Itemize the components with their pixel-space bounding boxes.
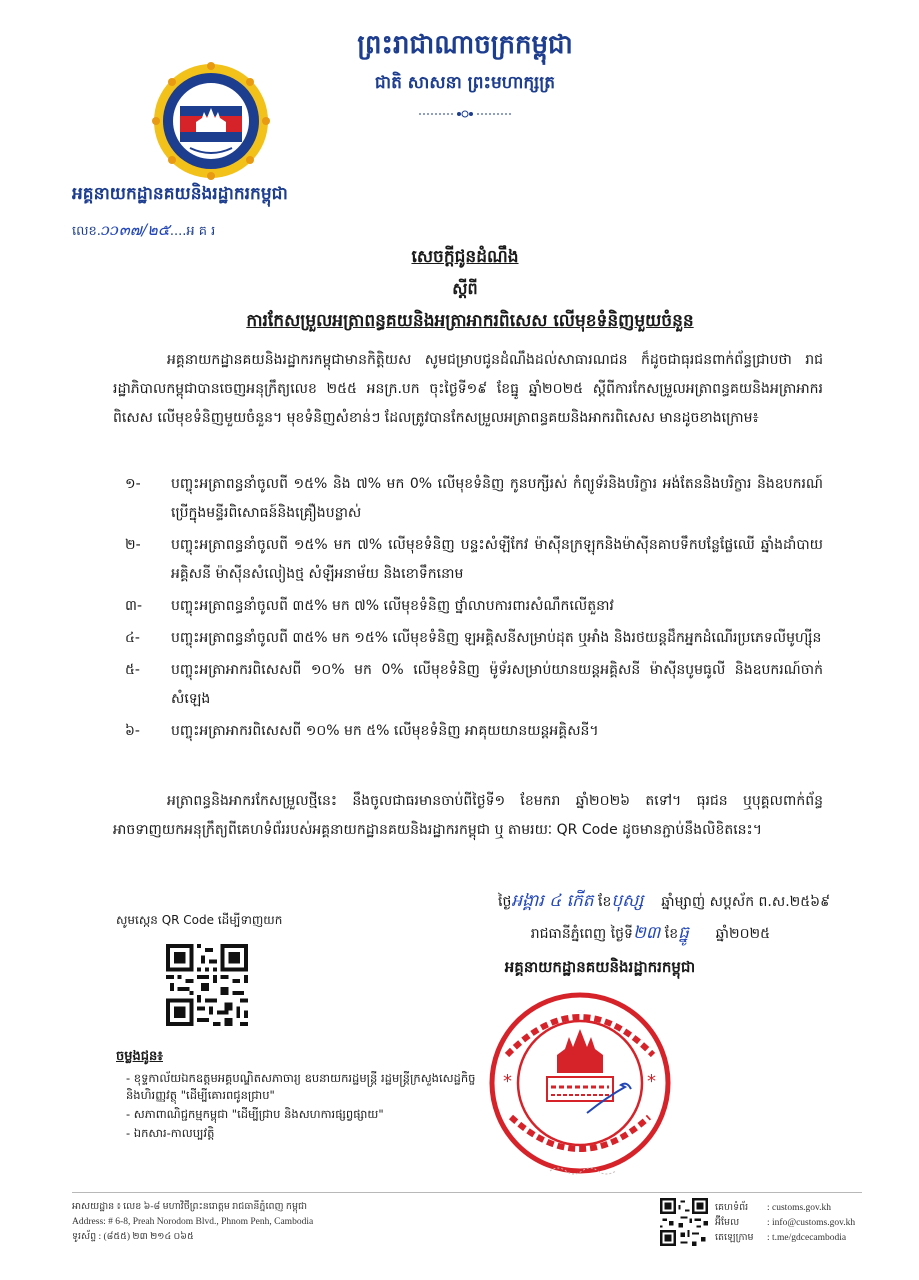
list-item: - ខុទ្ទកាល័យឯកឧត្តមអគ្គបណ្ឌិតសភាចារ្យ ឧបនាយករដ្ឋមន្ត្រី រដ្ឋមន្ត្រីក្រសួងសេដ្ឋកិច្ចនិងហិរញ្ញវត្ថុ "ដើម្បីគោរពជូនជ្រាប" [126, 1071, 476, 1102]
item-text: បញ្ចុះអត្រាពន្ធនាំចូលពី ៣៥% មក ៧% លើមុខទំនិញ ថ្នាំលាបការពារសំណឹកលើតួនាវ [171, 598, 614, 614]
notice-subject: ការកែសម្រួលអត្រាពន្ធគយនិងអត្រាអាករពិសេស លើមុខទំនិញមួយចំនួន [246, 311, 694, 331]
solar-year: ឆ្នាំ២០២៥ [715, 926, 770, 942]
national-motto: ជាតិ សាសនា ព្រះមហាក្សត្រ [374, 73, 556, 93]
department-name: អគ្គនាយកដ្ឋានគយនិងរដ្ឋាករកម្ពុជា [72, 184, 288, 204]
notice-title: សេចក្តីជូនដំណឹង [411, 247, 519, 267]
lunar-year: ឆ្នាំម្សាញ់ សប្តស័ក ព.ស.២៥៦៩ [661, 894, 830, 910]
list-item: - សភាពាណិជ្ជកម្មកម្ពុជា "ដើម្បីជ្រាប និងសហការផ្សព្វផ្សាយ" [126, 1107, 384, 1121]
official-stamp-icon [485, 985, 675, 1180]
notice-about: ស្តីពី [452, 279, 478, 298]
lunar-day-prefix: ថ្ងៃ [498, 894, 512, 910]
item-number: ១- [125, 476, 141, 492]
faint-stamp-mark-icon [548, 1163, 618, 1177]
intro-paragraph: អគ្គនាយកដ្ឋានគយនិងរដ្ឋាករកម្ពុជាមានកិត្តិយស សូមជម្រាបជូនដំណឹងដល់សាធារណជន ក៏ដូចជាធុរជនពាក់ព័ន្ធជ្រាបថា រាជរដ្ឋាភិបាលកម្ពុជាបានចេញអនុក្រឹត្យលេខ ២៥៥ អនក្រ.បក ចុះថ្ងៃទី១៩ ខែធ្នូ ឆ្នាំ២០២៥ ស្តីពីការកែសម្រួលអត្រាពន្ធគយនិងអត្រាអាករពិសេស លើមុខទំនិញមួយចំនួន។ មុខទំនិញសំខាន់ៗ ដែលត្រូវបានកែសម្រួលអត្រាពន្ធគយនិងអាករពិសេស មានដូចខាងក្រោម៖ [113, 352, 823, 426]
tariff-change-list [113, 470, 823, 749]
lunar-month-handwritten: បុស្ស [611, 891, 644, 911]
qr-code-icon [166, 944, 248, 1026]
solar-month-prefix: ខែ [664, 926, 679, 942]
list-item: - ឯកសារ-កាលប្បវត្តិ [126, 1126, 215, 1140]
list-item [113, 656, 823, 714]
list-item [113, 624, 823, 653]
solar-day-handwritten: ២៣ [632, 923, 661, 943]
footer-divider [72, 1192, 862, 1193]
recipients-heading: ចម្លងជូន៖ [116, 1049, 163, 1064]
lunar-date [350, 890, 830, 915]
item-number: ៦- [125, 723, 140, 739]
item-number: ៥- [125, 662, 140, 678]
address-khmer: អាសយដ្ឋាន ៖ លេខ ៦-៨ មហាវិថីព្រះនរោត្តម រាជធានីភ្នំពេញ កម្ពុជា [72, 1202, 308, 1212]
ref-prefix: លេខ. [72, 224, 101, 239]
website-row [715, 1201, 875, 1216]
solar-day-prefix: រាជធានីភ្នំពេញ ថ្ងៃទី [530, 926, 633, 942]
reference-number [72, 218, 332, 243]
ornament-divider-icon [415, 108, 515, 120]
item-number: ២- [125, 537, 141, 553]
item-text: បញ្ចុះអត្រាអាករពិសេសពី ១០% មក 0% លើមុខទំនិញ ម៉ូទ័រសម្រាប់យានយន្តអគ្គិសនី ម៉ាស៊ីនបូមធូលី និងឧបករណ៍ចាក់សំឡេង [171, 662, 823, 707]
website-link[interactable]: : customs.gov.kh [767, 1203, 832, 1213]
footer-qr-code-icon [660, 1198, 708, 1246]
telegram-row [715, 1231, 875, 1246]
signer-title: អគ្គនាយកដ្ឋានគយនិងរដ្ឋាករកម្ពុជា [504, 958, 696, 976]
phone-number: ទូរស័ព្ទ : (៨៥៥) ២៣ ២១៤ ០៦៥ [72, 1232, 194, 1242]
lunar-month-prefix: ខែ [598, 894, 612, 910]
ref-handwritten-number: ɔɔ๓๗/๒๕ [100, 220, 170, 239]
kingdom-heading: ព្រះរាជាណាចក្រកម្ពុជា [357, 30, 573, 60]
item-number: ៤- [125, 630, 140, 646]
svg-text:*: * [503, 1071, 512, 1092]
footer-address [72, 1200, 492, 1245]
item-text: បញ្ចុះអត្រាអាករពិសេសពី ១០% មក ៥% លើមុខទំនិញ អាគុយយានយន្តអគ្គិសនី។ [171, 723, 599, 739]
telegram-link[interactable]: : t.me/gdcecambodia [767, 1233, 847, 1243]
qr-caption: សូមស្កេន QR Code ដើម្បីទាញយក [116, 913, 283, 927]
item-text: បញ្ចុះអត្រាពន្ធនាំចូលពី ១៥% មក ៧% លើមុខទំនិញ បន្ទះសំឡីកែវ ម៉ាស៊ីនក្រឡុកនិងម៉ាស៊ីនគាបទឹកបន្លែផ្លែឈើ ឆ្នាំងដាំបាយអគ្គិសនី ម៉ាស៊ីនសំលៀងថ្ម សំឡីអនាម័យ និងខោទឹកនោម [171, 537, 823, 582]
address-english: Address: # 6-8, Preah Norodom Blvd., Phnom Penh, Cambodia [72, 1217, 314, 1227]
website-label: គេហទំព័រ [715, 1203, 749, 1213]
solar-date [350, 922, 770, 947]
list-item [113, 531, 823, 589]
customs-logo-icon [152, 62, 270, 180]
solar-month-handwritten: ធ្នូ [678, 923, 689, 943]
svg-text:*: * [647, 1071, 656, 1092]
telegram-label: តេឡេក្រាម [715, 1233, 754, 1243]
ref-suffix: ....អ គ រ [169, 224, 216, 239]
lunar-day-handwritten: អង្គារ ៤ កើត [511, 891, 594, 911]
email-row [715, 1216, 875, 1231]
item-text: បញ្ចុះអត្រាពន្ធនាំចូលពី ១៥% និង ៧% មក 0% លើមុខទំនិញ កូនបក្សីរស់ កំព្យូទ័រនិងបរិក្ខារ អង់តែននិងបរិក្ខារ និងឧបករណ៍ប្រើក្នុងមន្ទីរពិសោធន៍និងគ្រឿងបន្លាស់ [171, 476, 823, 521]
item-text: បញ្ចុះអត្រាពន្ធនាំចូលពី ៣៥% មក ១៥% លើមុខទំនិញ ឡអគ្គិសនីសម្រាប់ដុត ឬអាំង និងរថយន្តដឹកអ្នកដំណើរប្រភេទលីមូហ្ស៊ីន [171, 630, 822, 646]
closing-paragraph: អត្រាពន្ធនិងអាករកែសម្រួលថ្មីនេះ នឹងចូលជាធរមានចាប់ពីថ្ងៃទី១ ខែមករា ឆ្នាំ២០២៦ តទៅ។ ធុរជន ឬបុគ្គលពាក់ព័ន្ធអាចទាញយកអនុក្រឹត្យពីគេហទំព័ររបស់អគ្គនាយកដ្ឋានគយនិងរដ្ឋាករកម្ពុជា ឬ តាមរយៈ QR Code ដូចមានភ្ជាប់នឹងលិខិតនេះ។ [113, 793, 823, 838]
list-item [113, 470, 823, 528]
footer-contacts [715, 1201, 875, 1246]
recipients-list [126, 1070, 506, 1144]
item-number: ៣- [125, 598, 143, 614]
list-item [113, 592, 823, 621]
list-item [113, 717, 823, 746]
email-link[interactable]: : info@customs.gov.kh [767, 1218, 856, 1228]
email-label: អ៊ីមែល [715, 1218, 740, 1228]
